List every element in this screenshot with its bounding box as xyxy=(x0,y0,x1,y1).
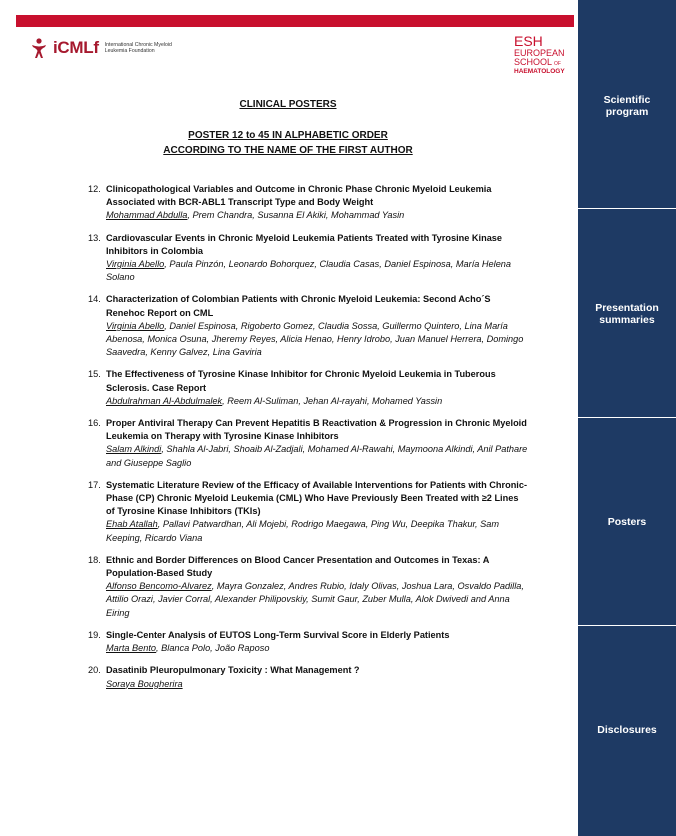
header-accent-bar xyxy=(16,15,574,27)
first-author: Salam Alkindi xyxy=(106,444,162,455)
poster-title: Cardiovascular Events in Chronic Myeloid Leukemia Patients Treated with Tyrosine Kinase Inhibitors in Colombia xyxy=(106,232,503,256)
poster-authors xyxy=(106,258,528,284)
coauthors: , Prem Chandra, Susanna El Akiki, Mohammad Yasin xyxy=(187,210,405,221)
subtitle-line-1: POSTER 12 to 45 IN ALPHABETIC ORDER xyxy=(188,130,388,141)
esh-logo-line1: ESH xyxy=(514,33,543,49)
poster-item xyxy=(88,554,528,620)
first-author: Virginia Abello xyxy=(106,259,165,270)
sidebar-item-disclosures[interactable] xyxy=(578,626,676,836)
poster-title: The Effectiveness of Tyrosine Kinase Inhibitor for Chronic Myeloid Leukemia in Tuberous Sclerosis. Case Report xyxy=(106,369,496,393)
poster-authors xyxy=(106,518,528,544)
first-author: Mohammad Abdulla xyxy=(106,210,188,221)
poster-title: Clinicopathological Variables and Outcome in Chronic Phase Chronic Myeloid Leukemia Associated with BCR-ABL1 Transcript Type and Body Weight xyxy=(106,184,492,208)
poster-item xyxy=(88,417,528,470)
coauthors: , Daniel Espinosa, Rigoberto Gomez, Claudia Sossa, Guillermo Quintero, Lina María Abenosa, Monica Osuna, Jheremy Reyes, Alicia Henao, Henry Idrobo, Juan Manuel Herrera, Domingo Saavedra, Kenny Galvez, Lina Gaviria xyxy=(106,320,524,358)
poster-list xyxy=(88,183,528,691)
poster-title: Ethnic and Border Differences on Blood Cancer Presentation and Outcomes in Texas: A Population-Based Study xyxy=(106,554,490,579)
poster-authors xyxy=(106,209,528,222)
sidebar-nav xyxy=(578,0,676,836)
sidebar-item-presentation-summaries[interactable] xyxy=(578,209,676,418)
coauthors: , Pallavi Patwardhan, Ali Mojebi, Rodrigo Maegawa, Ping Wu, Deepika Thakur, Sam Keeping, Ricardo Viana xyxy=(106,519,500,543)
poster-authors xyxy=(106,580,528,620)
poster-item xyxy=(88,232,528,285)
poster-number: 18. xyxy=(88,554,101,565)
section-heading: CLINICAL POSTERS xyxy=(239,99,337,110)
poster-number: 15. xyxy=(88,369,101,380)
poster-authors xyxy=(106,678,528,691)
section-subtitle xyxy=(0,128,576,158)
poster-number: 14. xyxy=(88,294,101,305)
poster-authors xyxy=(106,320,528,360)
first-author: Marta Bento xyxy=(106,643,157,654)
poster-item xyxy=(88,293,528,359)
first-author: Abdulrahman Al-Abdulmalek xyxy=(106,395,223,406)
poster-title: Dasatinib Pleuropulmonary Toxicity : What Management ? xyxy=(106,665,360,676)
coauthors: , Reem Al-Suliman, Jehan Al-rayahi, Mohamed Yassin xyxy=(222,395,443,406)
first-author: Ehab Atallah xyxy=(106,519,158,530)
poster-title: Systematic Literature Review of the Efficacy of Available Interventions for Patients with Chronic-Phase (CP) Chronic Myeloid Leukemia (CML) Who Have Previously Been Treated with ≥2 Lines of Tyrosine Kinase Inhibitors (TKIs) xyxy=(106,479,528,517)
sidebar-item-label: Disclosures xyxy=(597,724,657,736)
coauthors: , Shahla Al-Jabri, Shoaib Al-Zadjali, Mohamed Al-Rawahi, Maymoona Alkindi, Anil Pathare and Giuseppe Saglio xyxy=(106,444,528,468)
subtitle-line-2: ACCORDING TO THE NAME OF THE FIRST AUTHOR xyxy=(163,145,413,156)
poster-title: Proper Antiviral Therapy Can Prevent Hepatitis B Reactivation & Progression in Chronic Myeloid Leukemia on Therapy with Tyrosine Kinase Inhibitors xyxy=(106,418,527,442)
icmlf-logo xyxy=(28,36,175,60)
sidebar-item-label: Presentation summaries xyxy=(595,302,659,326)
first-author: Alfonso Bencomo-Alvarez xyxy=(106,581,212,592)
first-author: Soraya Bougherira xyxy=(106,678,183,689)
icmlf-name: iCMLf xyxy=(53,38,99,57)
esh-logo-line3: SCHOOL xyxy=(514,57,553,67)
sidebar-item-posters[interactable] xyxy=(578,418,676,626)
poster-number: 16. xyxy=(88,418,101,429)
poster-item xyxy=(88,368,528,408)
poster-title: Single-Center Analysis of EUTOS Long-Term Survival Score in Elderly Patients xyxy=(106,629,450,640)
esh-logo-of: OF xyxy=(554,61,561,67)
poster-title: Characterization of Colombian Patients with Chronic Myeloid Leukemia: Second Acho´S Renehoc Report on CML xyxy=(106,294,491,318)
sidebar-item-scientific-program[interactable] xyxy=(578,0,676,209)
poster-authors xyxy=(106,642,528,655)
poster-authors xyxy=(106,395,528,408)
coauthors: , Paula Pinzón, Leonardo Bohorquez, Claudia Casas, Daniel Espinosa, María Helena Solano xyxy=(106,259,512,283)
poster-number: 13. xyxy=(88,232,101,243)
icmlf-tagline: International Chronic Myeloid Leukemia Foundation xyxy=(104,42,172,54)
poster-item xyxy=(88,183,528,223)
poster-item xyxy=(88,664,528,690)
icmlf-figure-icon xyxy=(28,37,50,59)
first-author: Virginia Abello xyxy=(106,320,165,331)
poster-number: 17. xyxy=(88,479,101,490)
esh-logo xyxy=(510,32,570,80)
coauthors: , Mayra Gonzalez, Andres Rubio, Idaly Olivas, Joshua Lara, Osvaldo Padilla, Attilio Orazi, Javier Corral, Alexander Philipovskiy, Sumit Gaur, Zuber Mulla, Alok Dwivedi and Anna Eiring xyxy=(106,581,524,618)
poster-number: 19. xyxy=(88,629,101,640)
poster-number: 20. xyxy=(88,665,101,676)
poster-number: 12. xyxy=(88,184,101,194)
esh-logo-line4: HAEMATOLOGY xyxy=(514,68,565,75)
poster-authors xyxy=(106,443,528,469)
coauthors: , Blanca Polo, João Raposo xyxy=(156,643,270,654)
sidebar-item-label: Scientific program xyxy=(603,94,651,118)
esh-logo-line2: EUROPEAN xyxy=(514,48,565,58)
poster-item xyxy=(88,479,528,545)
poster-item xyxy=(88,629,528,655)
sidebar-item-label: Posters xyxy=(607,516,647,528)
